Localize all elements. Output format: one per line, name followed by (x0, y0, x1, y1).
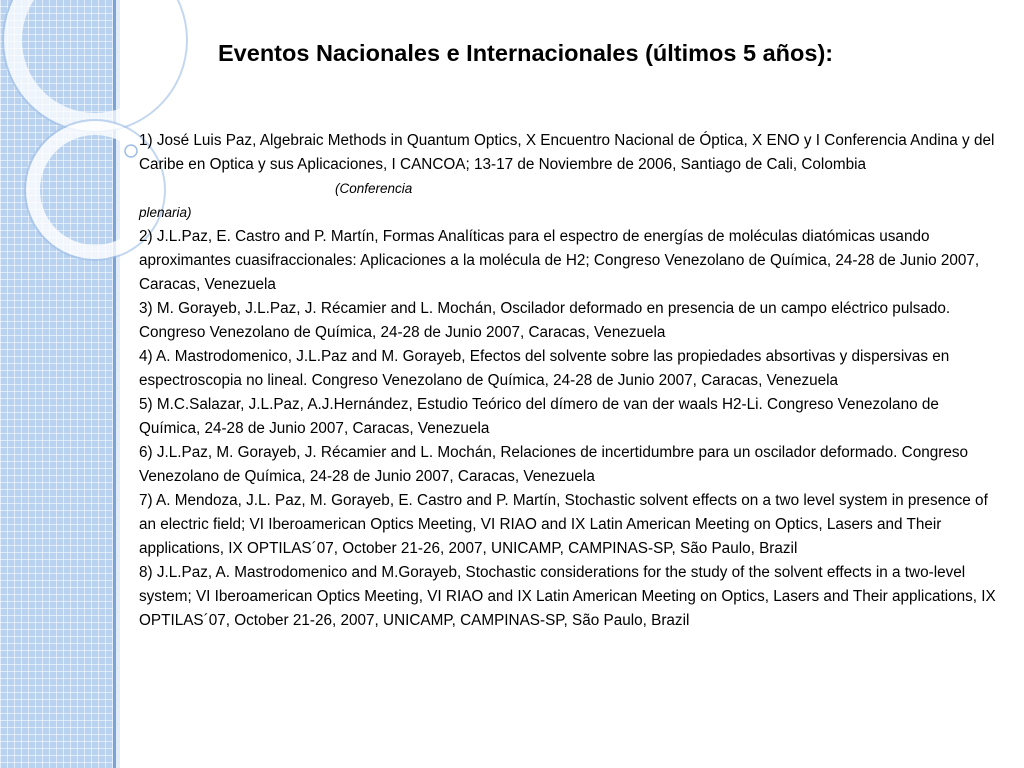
side-band-edge-light (116, 0, 120, 768)
event-entry-4: 4) A. Mastrodomenico, J.L.Paz and M. Gorayeb, Efectos del solvente sobre las propiedades absortivas y dispersivas en espectroscopia no lineal. Congreso Venezolano de Química, 24-28 de Junio 2007, Caracas, Venezuela (139, 348, 950, 389)
event-entry-6: 6) J.L.Paz, M. Gorayeb, J. Récamier and L. Mochán, Relaciones de incertidumbre para un oscilador deformado. Congreso Venezolano de Química, 24-28 de Junio 2007, Caracas, Venezuela (139, 444, 968, 485)
events-list (139, 129, 1001, 633)
event-entry-1-text: 1) José Luis Paz, Algebraic Methods in Quantum Optics, X Encuentro Nacional de Óptica, X ENO y I Conferencia Andina y del Caribe en Optica y sus Aplicaciones, I CANCOA; 13-17 de Noviembre de 2006, Santiago de Cali, Colombia (139, 132, 995, 173)
event-entry-8: 8) J.L.Paz, A. Mastrodomenico and M.Gorayeb, Stochastic considerations for the study of the solvent effects in a two-level system; VI Iberoamerican Optics Meeting, VI RIAO and IX Latin American Meeting on Optics, Lasers and Their applications, IX OPTILAS´07, October 21-26, 2007, UNICAMP, CAMPINAS-SP, São Paulo, Brazil (139, 564, 996, 629)
event-entry-7: 7) A. Mendoza, J.L. Paz, M. Gorayeb, E. Castro and P. Martín, Stochastic solvent effects on a two level system in presence of an electric field; VI Iberoamerican Optics Meeting, VI RIAO and IX Latin American Meeting on Optics, Lasers and Their applications, IX OPTILAS´07, October 21-26, 2007, UNICAMP, CAMPINAS-SP, São Paulo, Brazil (139, 492, 988, 557)
event-entry-1 (139, 129, 1001, 225)
slide-title: Eventos Nacionales e Internacionales (últimos 5 años): (218, 40, 834, 66)
side-band-decoration (0, 0, 113, 768)
dot-decoration (125, 145, 137, 157)
event-entry-5: 5) M.C.Salazar, J.L.Paz, A.J.Hernández, Estudio Teórico del dímero de van der waals H2-Li. Congreso Venezolano de Química, 24-28 de Junio 2007, Caracas, Venezuela (139, 396, 939, 437)
event-entry-2: 2) J.L.Paz, E. Castro and P. Martín, Formas Analíticas para el espectro de energías de moléculas diatómicas usando aproximantes cuasifraccionales: Aplicaciones a la molécula de H2; Congreso Venezolano de Química, 24-28 de Junio 2007, Caracas, Venezuela (139, 228, 980, 293)
event-entry-1-note-part2: plenaria) (139, 205, 192, 220)
event-entry-1-note-part1: (Conferencia (335, 181, 413, 196)
event-entry-3: 3) M. Gorayeb, J.L.Paz, J. Récamier and L. Mochán, Oscilador deformado en presencia de un campo eléctrico pulsado. Congreso Venezolano de Química, 24-28 de Junio 2007, Caracas, Venezuela (139, 300, 951, 341)
